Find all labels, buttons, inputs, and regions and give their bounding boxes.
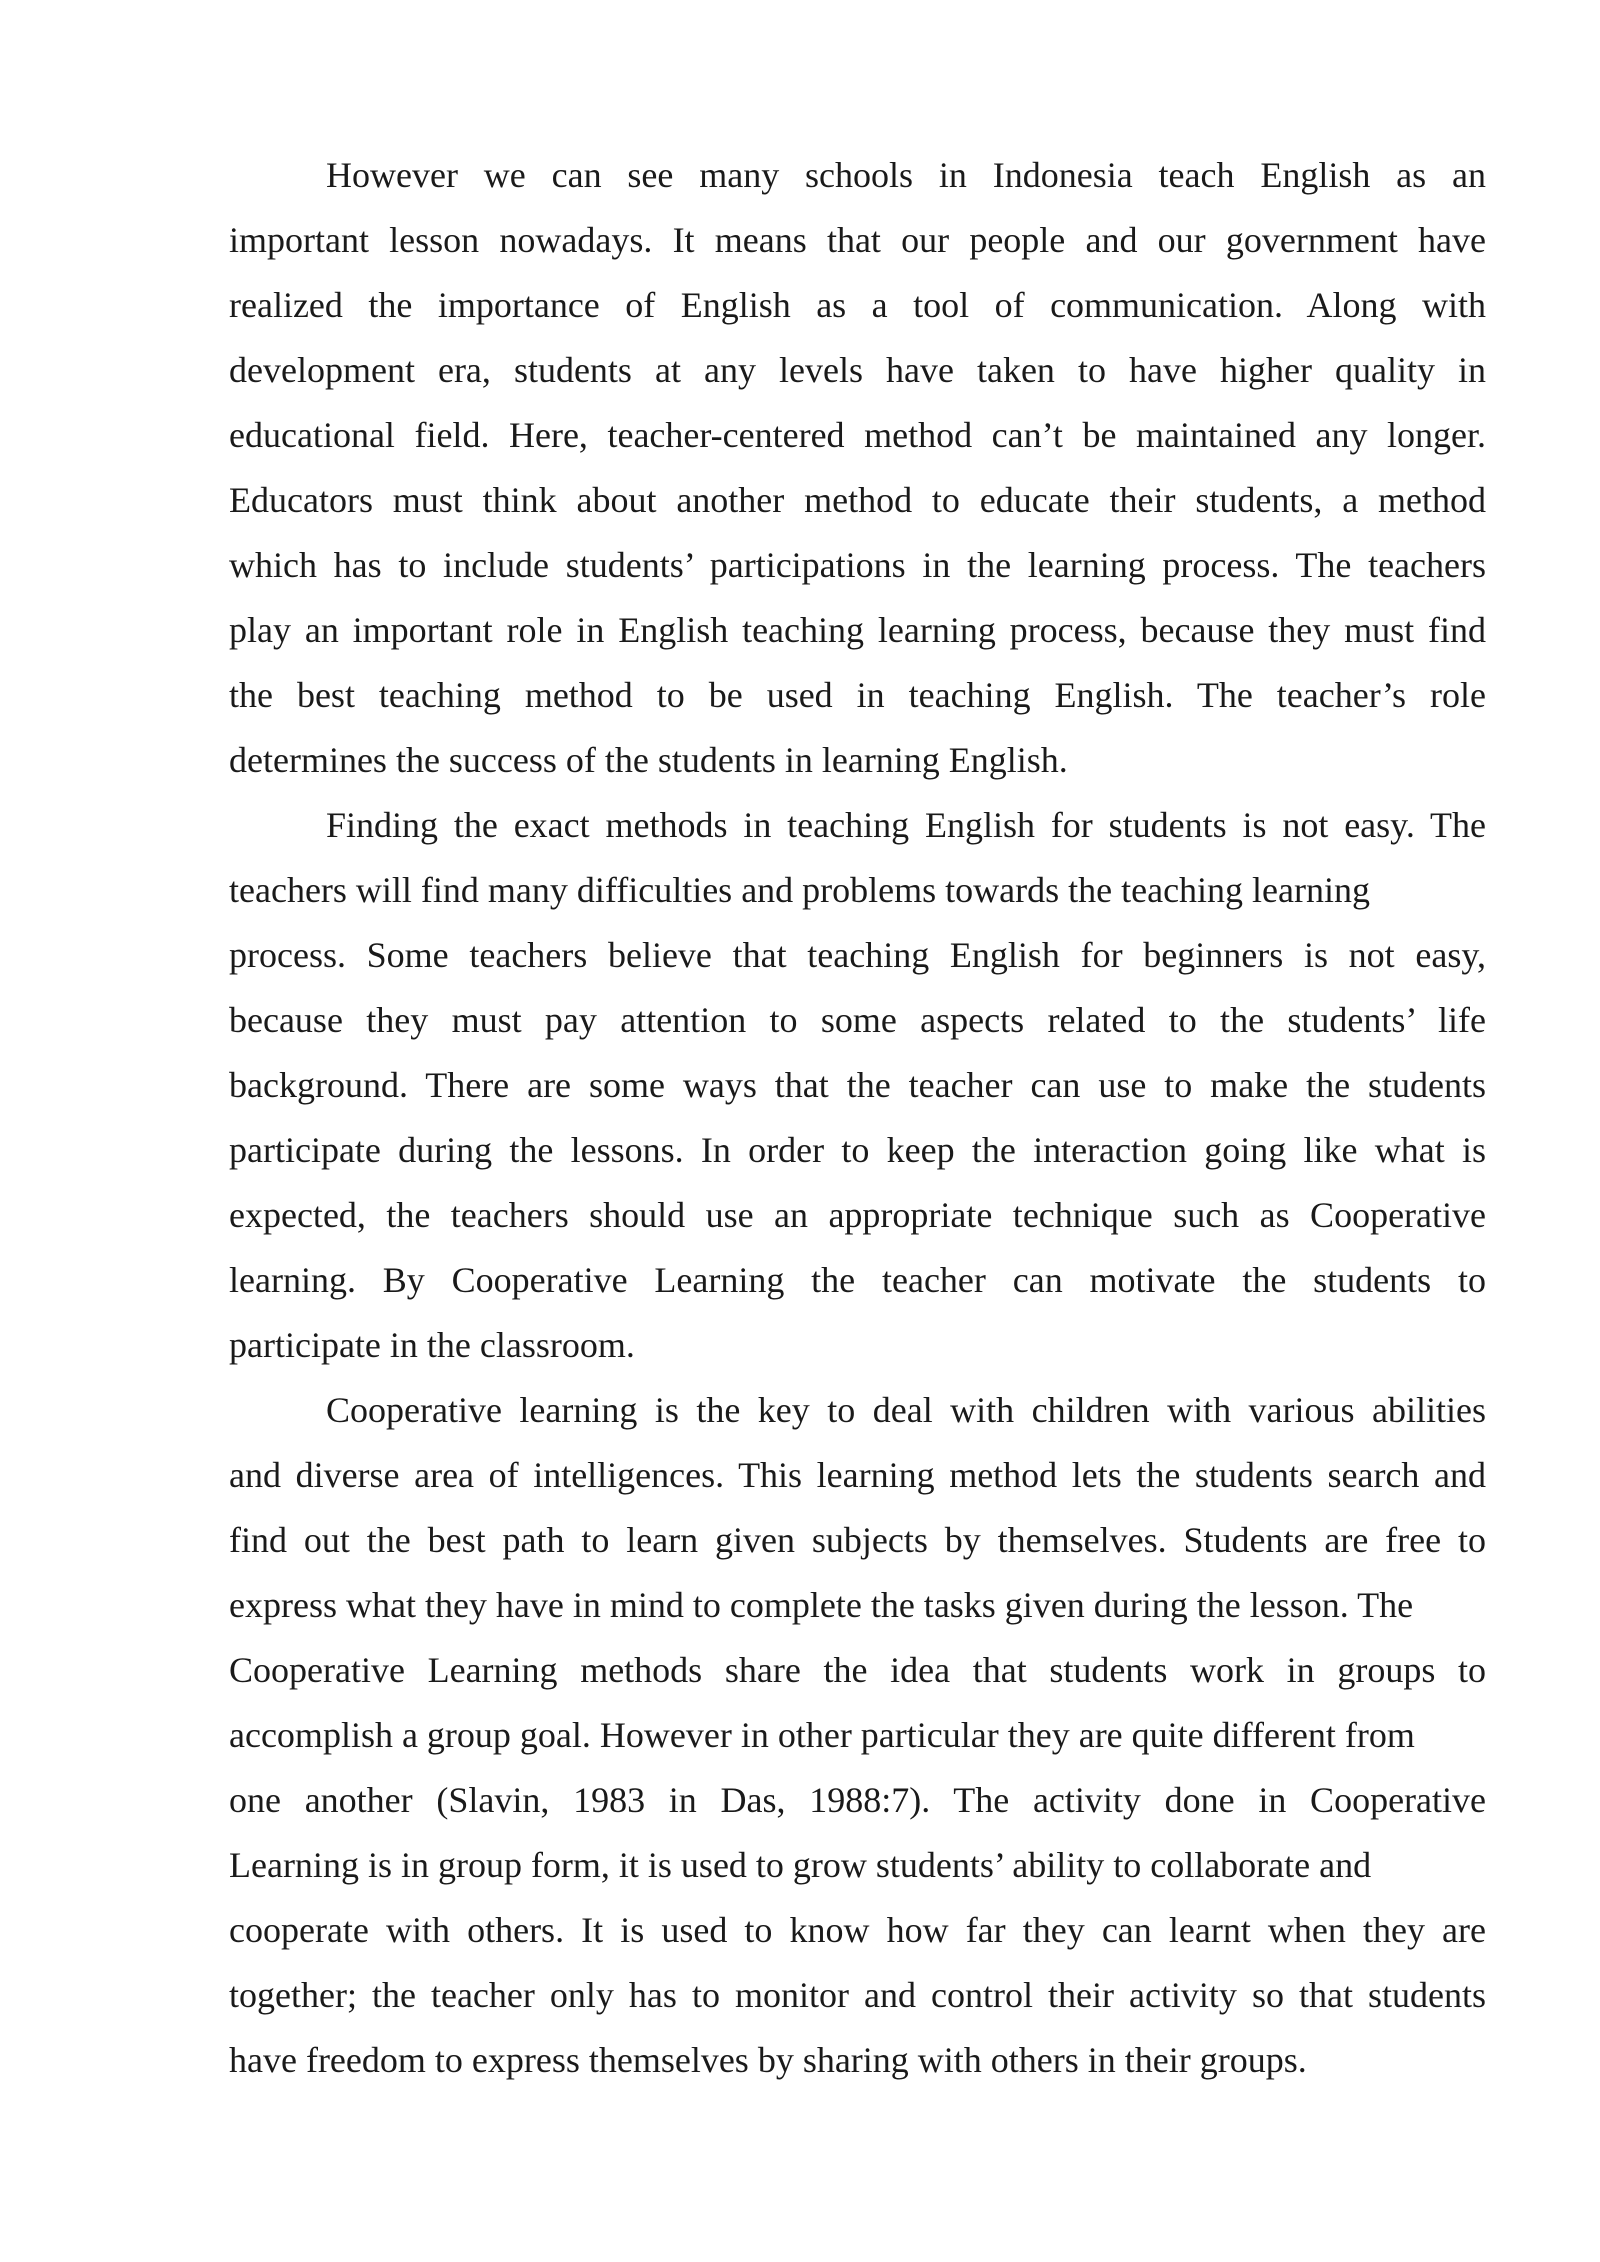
text-line: determines the success of the students in learning English. (229, 740, 1068, 780)
text-line: process. Some teachers believe that teaching English for beginners is not easy, (229, 935, 1486, 975)
text-line: together; the teacher only has to monitor and control their activity so that students (229, 1975, 1486, 2015)
paragraph-1 (229, 143, 1486, 793)
text-line: development era, students at any levels have taken to have higher quality in (229, 350, 1486, 390)
text-line: expected, the teachers should use an appropriate technique such as Cooperative (229, 1195, 1486, 1235)
text-line: Learning is in group form, it is used to grow students’ ability to collaborate and (229, 1845, 1372, 1885)
text-line: realized the importance of English as a tool of communication. Along with (229, 285, 1486, 325)
text-line: have freedom to express themselves by sharing with others in their groups. (229, 2040, 1307, 2080)
text-line: which has to include students’ participations in the learning process. The teachers (229, 545, 1486, 585)
text-line: and diverse area of intelligences. This learning method lets the students search and (229, 1455, 1486, 1495)
paragraph-2 (229, 793, 1486, 1378)
text-line: accomplish a group goal. However in other particular they are quite different from (229, 1715, 1415, 1755)
text-line: because they must pay attention to some aspects related to the students’ life (229, 1000, 1486, 1040)
text-line: Cooperative learning is the key to deal with children with various abilities (326, 1390, 1486, 1430)
paragraph-3 (229, 1378, 1486, 2093)
text-line: background. There are some ways that the teacher can use to make the students (229, 1065, 1486, 1105)
text-line: participate in the classroom. (229, 1325, 635, 1365)
text-line: Cooperative Learning methods share the idea that students work in groups to (229, 1650, 1486, 1690)
body-text (229, 143, 1486, 2093)
text-line: express what they have in mind to complete the tasks given during the lesson. The (229, 1585, 1414, 1625)
text-line: participate during the lessons. In order to keep the interaction going like what is (229, 1130, 1486, 1170)
text-line: important lesson nowadays. It means that our people and our government have (229, 220, 1486, 260)
text-line: the best teaching method to be used in teaching English. The teacher’s role (229, 675, 1486, 715)
text-line: find out the best path to learn given subjects by themselves. Students are free to (229, 1520, 1486, 1560)
text-line: Educators must think about another method to educate their students, a method (229, 480, 1486, 520)
text-line: one another (Slavin, 1983 in Das, 1988:7). The activity done in Cooperative (229, 1780, 1486, 1820)
text-line: Finding the exact methods in teaching English for students is not easy. The (326, 805, 1486, 845)
text-line: teachers will find many difficulties and problems towards the teaching learning (229, 870, 1370, 910)
text-line: cooperate with others. It is used to know how far they can learnt when they are (229, 1910, 1486, 1950)
text-line: learning. By Cooperative Learning the teacher can motivate the students to (229, 1260, 1486, 1300)
text-line: However we can see many schools in Indonesia teach English as an (326, 155, 1486, 195)
text-line: educational field. Here, teacher-centered method can’t be maintained any longer. (229, 415, 1486, 455)
text-line: play an important role in English teaching learning process, because they must find (229, 610, 1486, 650)
